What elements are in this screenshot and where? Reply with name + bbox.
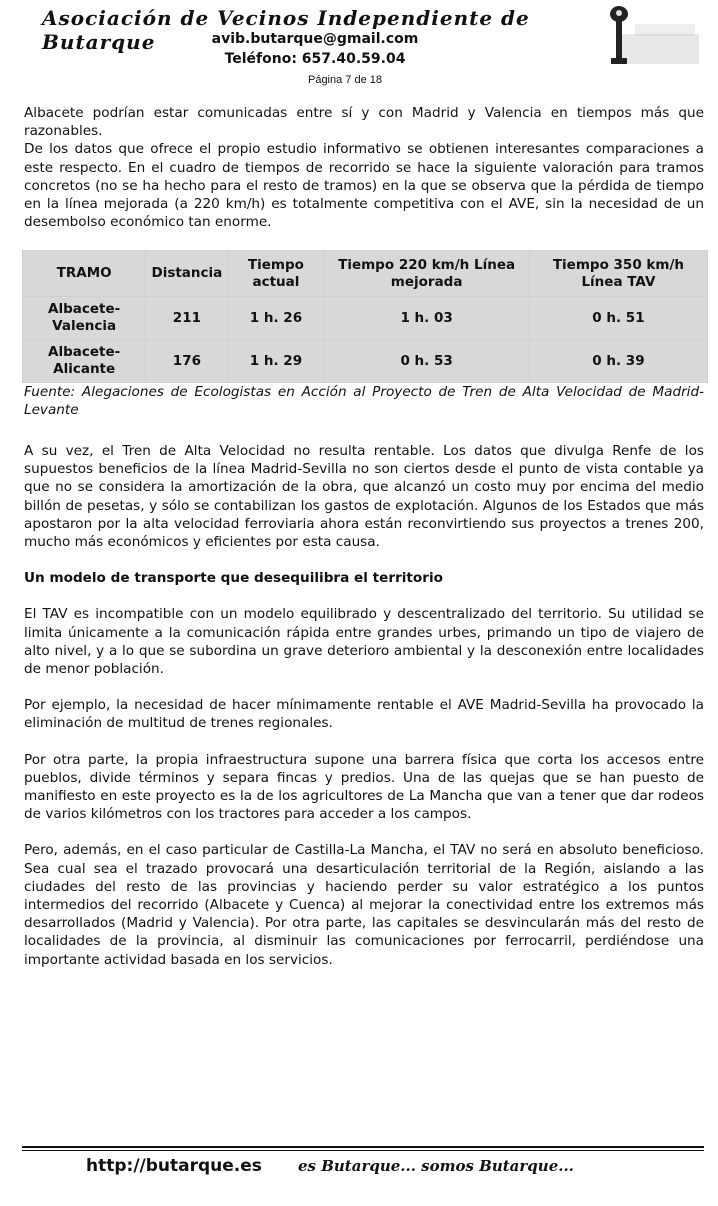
travel-times-table <box>22 250 708 383</box>
paragraph: A su vez, el Tren de Alta Velocidad no resulta rentable. Los datos que divulga Renfe de los supuestos beneficios de la línea Madrid-Sevilla no son ciertos desde el punto de vista contable ya que no se considera la amortización de la obra, que alcanzó un costo muy por encima del medio billón de pesetas, y sólo se contabilizan los gastos de explotación. Algunos de los Estados que más apostaron por la alta velocidad ferroviaria ahora están reconvirtiendo sus proyectos a trenes 200, mucho más económicos y eficientes por esta causa. <box>24 443 704 551</box>
footer-divider <box>22 1146 704 1148</box>
table-cell: 1 h. 26 <box>228 297 324 340</box>
table-caption: Fuente: Alegaciones de Ecologistas en Acción al Proyecto de Tren de Alta Velocidad de Madrid-Levante <box>24 384 704 419</box>
table-header-cell: Distancia <box>146 251 228 297</box>
table-header-cell: TRAMO <box>23 251 146 297</box>
table-row <box>23 340 708 383</box>
paragraph: De los datos que ofrece el propio estudio informativo se obtienen interesantes comparaciones a este respecto. En el cuadro de tiempos de recorrido se hace la siguiente valoración para tramos concretos (no se ha hecho para el resto de tramos) en la que se observa que la pérdida de tiempo en la línea mejorada (a 220 km/h) es totalmente competitiva con el AVE, sin la necesidad de un desembolso económico tan enorme. <box>24 141 704 231</box>
contact-email: avib.butarque@gmail.com <box>211 31 419 47</box>
table-cell: Albacete-Alicante <box>23 340 146 383</box>
streetlamp-logo-icon <box>605 4 703 68</box>
intro-text <box>24 104 704 231</box>
table-cell: 0 h. 39 <box>529 340 707 383</box>
table-header-row <box>23 251 708 297</box>
table-cell: 0 h. 53 <box>324 340 530 383</box>
table-header-cell: Tiempo 220 km/h Línea mejorada <box>324 251 530 297</box>
footer-divider <box>22 1150 704 1151</box>
table-cell: Albacete-Valencia <box>23 297 146 340</box>
page-number: Página 7 de 18 <box>307 74 382 86</box>
footer-website-link[interactable]: http://butarque.es <box>86 1156 262 1176</box>
table-cell: 1 h. 03 <box>324 297 530 340</box>
footer-slogan: es Butarque... somos Butarque... <box>298 1157 574 1175</box>
page-header <box>0 0 718 100</box>
contact-phone: Teléfono: 657.40.59.04 <box>224 51 406 67</box>
table-row <box>23 297 708 340</box>
table-cell: 211 <box>146 297 228 340</box>
section-heading: Un modelo de transporte que desequilibra el territorio <box>24 570 443 587</box>
paragraph: Pero, además, en el caso particular de Castilla-La Mancha, el TAV no será en absoluto beneficioso. Sea cual sea el trazado provocará una desarticulación territorial de la Región, aislando a las ciudades del resto de las provincias y haciendo perder su valor estratégico a los puntos intermedios del recorrido (Albacete y Cuenca) al mejorar la conectividad entre los extremos más desarrollados (Madrid y Valencia). Por otra parte, las capitales se desvincularán más del resto de localidades de la provincia, al disminuir las comunicaciones por ferrocarril, perdiéndose una importante actividad basada en los servicios. <box>24 842 704 968</box>
table-cell: 1 h. 29 <box>228 340 324 383</box>
paragraph: El TAV es incompatible con un modelo equilibrado y descentralizado del territorio. Su utilidad se limita únicamente a la comunicación rápida entre grandes urbes, primando un tipo de viajero de alto nivel, y a lo que se subordina un grave deterioro ambiental y la desconexión entre localidades de menor población. <box>24 606 704 678</box>
table-cell: 0 h. 51 <box>529 297 707 340</box>
table-header-cell: Tiempo actual <box>228 251 324 297</box>
paragraph: Por otra parte, la propia infraestructura supone una barrera física que corta los accesos entre pueblos, divide términos y separa fincas y predios. Una de las quejas que se han puesto de manifiesto en este proyecto es la de los agricultores de La Mancha que van a tener que dar rodeos de varios kilómetros con los tractores para acceder a los campos. <box>24 751 704 823</box>
paragraph: Por ejemplo, la necesidad de hacer mínimamente rentable el AVE Madrid-Sevilla ha provocado la eliminación de multitud de trenes regionales. <box>24 697 704 732</box>
paragraph: Albacete podrían estar comunicadas entre sí y con Madrid y Valencia en tiempos más que razonables. <box>24 105 704 140</box>
main-text <box>24 442 704 969</box>
organization-title: Asociación de Vecinos Independiente de Butarque <box>42 6 530 54</box>
table-cell: 176 <box>146 340 228 383</box>
table-header-cell: Tiempo 350 km/h Línea TAV <box>529 251 707 297</box>
